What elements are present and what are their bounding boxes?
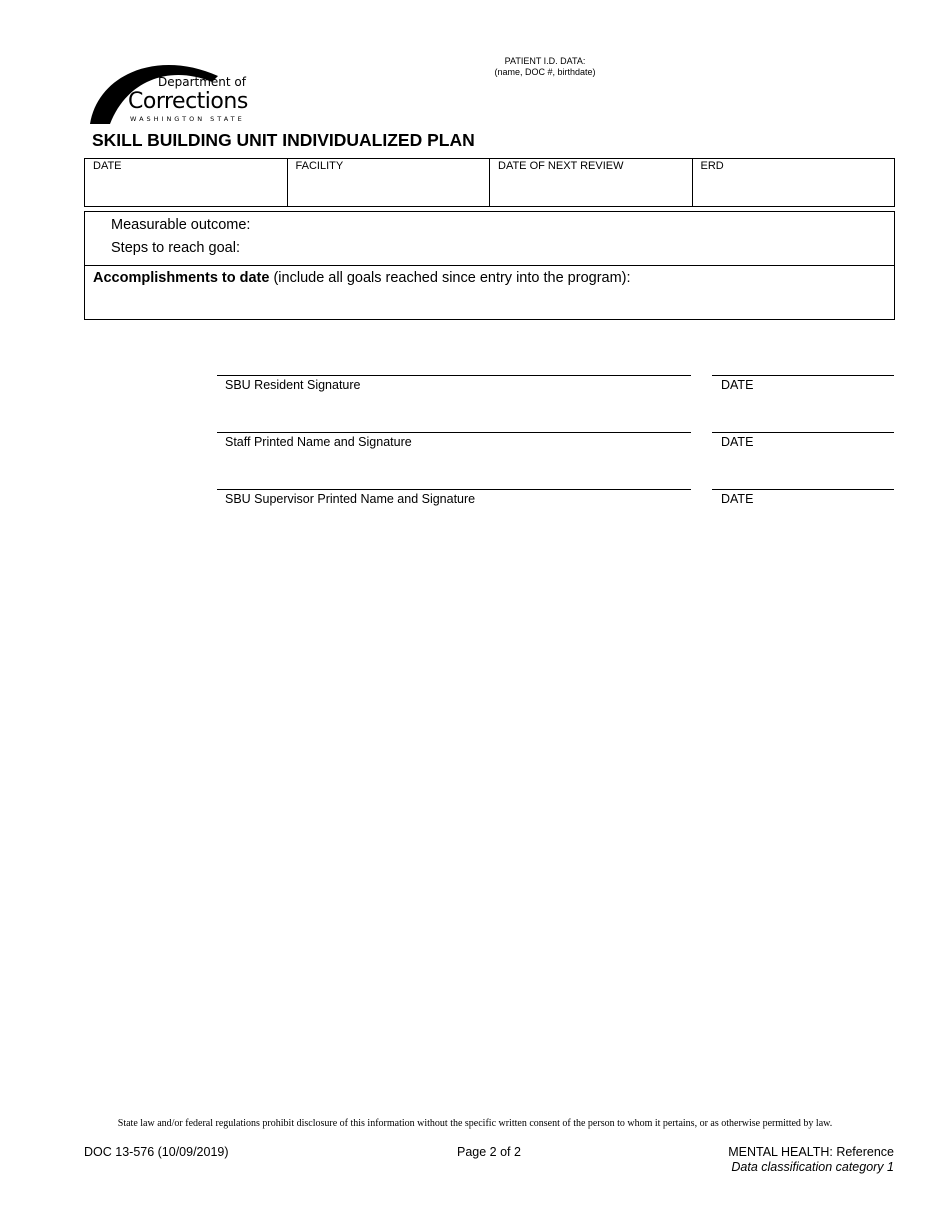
field-label: DATE OF NEXT REVIEW bbox=[498, 160, 624, 172]
facility-field[interactable] bbox=[288, 159, 491, 206]
header-fields bbox=[84, 158, 895, 207]
erd-field[interactable] bbox=[693, 159, 895, 206]
date-field[interactable] bbox=[85, 159, 288, 206]
logo-line3: WASHINGTON STATE bbox=[130, 115, 245, 123]
classification-label: Data classification category 1 bbox=[731, 1160, 894, 1174]
legal-notice: State law and/or federal regulations prohibit disclosure of this information without the specific written consent of the person to whom it pertains, or as otherwise permitted by law. bbox=[117, 1118, 833, 1129]
signature-line[interactable] bbox=[217, 375, 691, 376]
date-line[interactable] bbox=[712, 489, 894, 490]
steps-label: Steps to reach goal: bbox=[111, 240, 240, 256]
page-title: SKILL BUILDING UNIT INDIVIDUALIZED PLAN bbox=[92, 130, 475, 150]
classification-block bbox=[728, 1145, 894, 1175]
patient-id-hint: (name, DOC #, birthdate) bbox=[494, 67, 596, 77]
signature-line[interactable] bbox=[217, 489, 691, 490]
logo-line2: Corrections bbox=[128, 89, 248, 114]
patient-id-block bbox=[470, 56, 620, 78]
next-review-field[interactable] bbox=[490, 159, 693, 206]
page-number: Page 2 of 2 bbox=[457, 1145, 521, 1159]
patient-id-label: PATIENT I.D. DATA: bbox=[504, 56, 586, 66]
doc-logo bbox=[88, 54, 268, 126]
signature-label: SBU Supervisor Printed Name and Signature bbox=[225, 492, 476, 506]
date-line[interactable] bbox=[712, 375, 894, 376]
signature-label: Staff Printed Name and Signature bbox=[225, 435, 412, 449]
signature-label: SBU Resident Signature bbox=[225, 378, 361, 392]
signature-line[interactable] bbox=[217, 432, 691, 433]
logo-line1: Department of bbox=[158, 75, 246, 89]
date-line[interactable] bbox=[712, 432, 894, 433]
date-label: DATE bbox=[721, 435, 754, 449]
divider bbox=[85, 265, 894, 266]
accomplishments-bold: Accomplishments to date bbox=[93, 270, 270, 286]
field-label: FACILITY bbox=[295, 160, 344, 172]
date-label: DATE bbox=[721, 492, 754, 506]
doc-number: DOC 13-576 (10/09/2019) bbox=[84, 1145, 229, 1159]
accomplishments-hint: (include all goals reached since entry into the program): bbox=[269, 270, 631, 286]
accomplishments-label bbox=[93, 270, 631, 287]
date-label: DATE bbox=[721, 378, 754, 392]
field-label: DATE bbox=[93, 160, 122, 172]
plan-box bbox=[84, 211, 895, 320]
category-label: MENTAL HEALTH: Reference bbox=[728, 1145, 894, 1159]
field-label: ERD bbox=[700, 160, 724, 172]
measurable-outcome-label: Measurable outcome: bbox=[111, 217, 251, 233]
